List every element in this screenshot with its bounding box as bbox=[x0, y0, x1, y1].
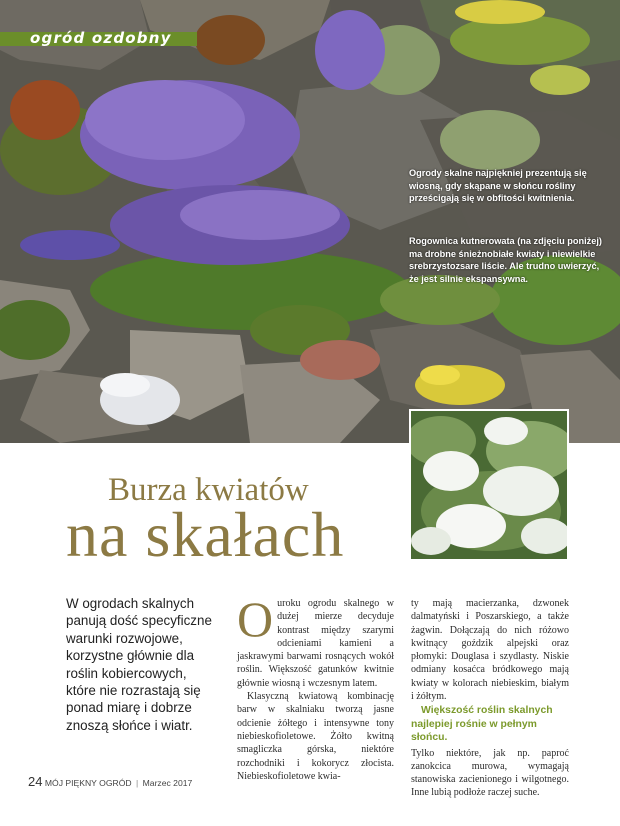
lead-paragraph: W ogrodach skalnych panują dość specyficzne warunki rozwojowe, korzystne głównie dla roślin kobiercowych, które nie rozrastają się ponad miarę i dobrze znoszą słońce i wiatr. bbox=[66, 596, 212, 733]
article-column-2 bbox=[411, 597, 569, 800]
title-line-1: Burza kwiatów bbox=[108, 472, 309, 508]
issue-date: Marzec 2017 bbox=[142, 778, 193, 788]
inset-photo bbox=[409, 409, 569, 561]
article-paragraph-2-cont: ty mają macierzanka, dzwonek dalmatyński i Poszarskiego, a także żagwin. Dołączają do nich różowo kwitnący goździk alpejski oraz płomyki: Douglasa i szydlasty. Niskie odmiany kosaćca bródkowego mają kwiaty w kolorach niebieskim, białym i żółtym. bbox=[411, 598, 569, 703]
page-footer bbox=[28, 774, 192, 789]
footer-separator: | bbox=[136, 778, 139, 788]
cerastium-illustration bbox=[411, 411, 569, 561]
magazine-name: MÓJ PIĘKNY OGRÓD bbox=[44, 778, 132, 788]
section-label: ogród ozdobny bbox=[30, 29, 172, 47]
drop-cap: O bbox=[237, 591, 274, 647]
page-number: 24 bbox=[28, 774, 43, 789]
title-line-2: na skałach bbox=[66, 499, 345, 570]
pull-quote: Większość roślin skalnych najlepiej rośnie w pełnym słońcu. bbox=[411, 705, 553, 744]
photo-caption-2: Rogownica kutnerowata (na zdjęciu poniżej) ma drobne śnieżnobiałe kwiaty i niewielkie srebrzystozsare liście. Ale trudno uwierzyć, że jest silnie ekspansywna. bbox=[409, 236, 602, 284]
article-paragraph-1: uroku ogrodu skalnego w dużej mierze decyduje kontrast między szarymi odcieniami kamieni a jaskrawymi barwami rosnących wokół roślin. Większość gatunków kwitnie głównie wiosną i wczesnym latem. bbox=[237, 598, 394, 689]
article-column-1 bbox=[237, 591, 394, 783]
article-paragraph-3: Tylko niektóre, jak np. paproć zanokcica murowa, wymagają stanowiska zacienionego i wilgotnego. Inne lubią podłoże raczej suche. bbox=[411, 747, 569, 799]
photo-caption-1: Ogrody skalne najpiękniej prezentują się wiosną, gdy skąpane w słońcu rośliny prześcigają się w obfitości kwitnienia. bbox=[409, 168, 587, 204]
article-paragraph-2: Klasyczną kwiatową kombinację barw w skalniaku tworzą jasne odcienie żółtego i intensywne tony niebieskofioletowe. Żółto kwitną smagliczka górska, niektóre rozchodniki i kokorycz złocista. Niebieskofioletowe kwia- bbox=[237, 691, 394, 782]
